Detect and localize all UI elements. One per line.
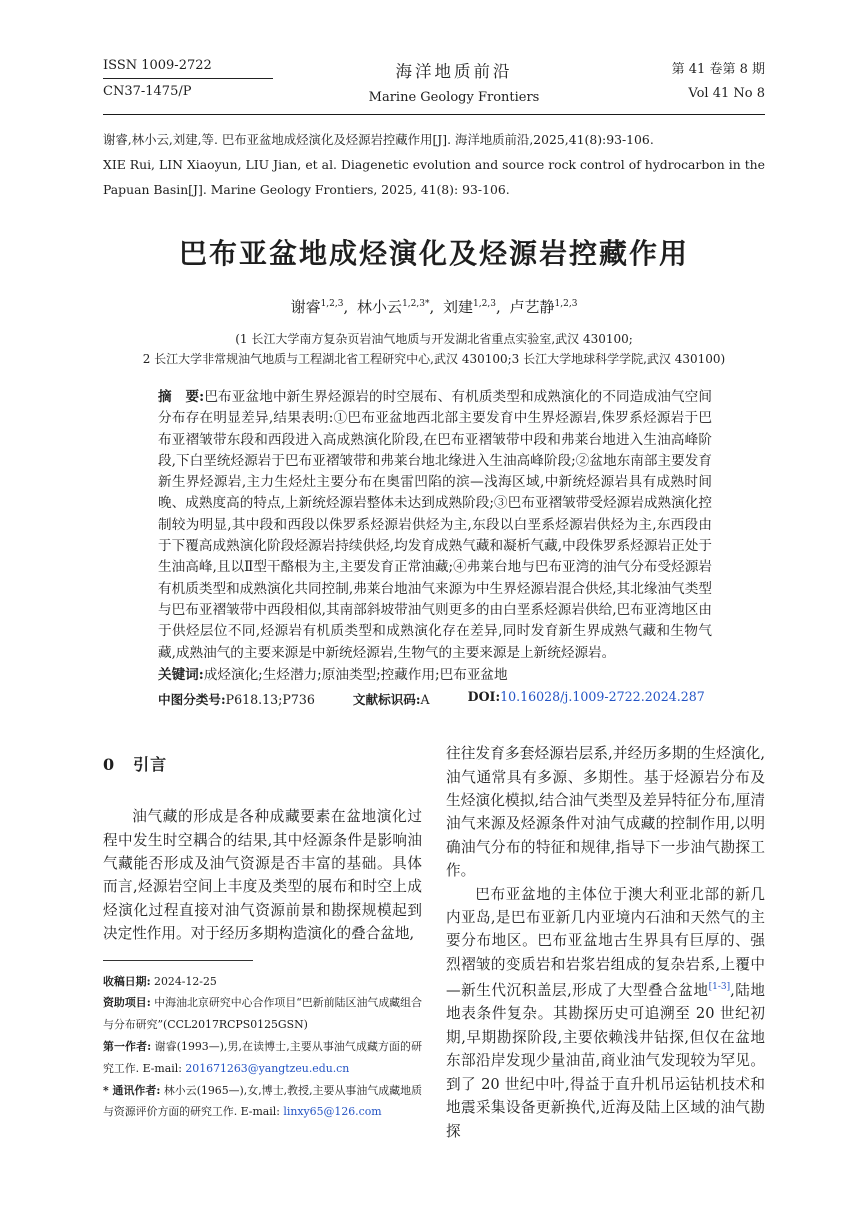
footnote-rule [103, 960, 253, 961]
issn-number: ISSN 1009-2722 [103, 58, 273, 79]
body-columns [103, 742, 765, 1143]
abstract-text: 巴布亚盆地中新生界烃源岩的时空展布、有机质类型和成熟演化的不同造成油气空间分布存在明显差异,结果表明:①巴布亚盆地西北部主要发育中生界烃源岩,侏罗系烃源岩于巴布亚褶皱带东段和西段进入高成熟演化阶段,在巴布亚褶皱带中段和弗莱台地进入生油高峰阶段,下白垩统烃源岩于巴布亚褶皱带和弗莱台地北缘进入生油高峰阶段;②盆地东南部主要发育新生界烃源岩,主力生烃灶主要分布在奥雷凹陷的滨—浅海区域,中新统烃源岩具有成熟时间晚、成熟度高的特点,上新统烃源岩整体未达到成熟阶段;③巴布亚褶皱带受烃源岩成熟演化控制较为明显,其中段和西段以侏罗系烃源岩供烃为主,东段以白垩系烃源岩供烃为主,东西段由于下覆高成熟演化阶段烃源岩持续供烃,均发育成熟气藏和凝析气藏,中段侏罗系烃源岩正处于生油高峰,且以Ⅱ型干酪根为主,主要发育正常油藏;④弗莱台地与巴布亚湾的油气分布受烃源岩有机质类型和成熟演化共同控制,弗莱台地油气来源为中生界烃源岩混合供烃,其北缘油气类型与巴布亚褶皱带中西段相似,其南部斜坡带油气则更多的由白垩系烃源岩供给,巴布亚湾地区由于供烃层位不同,烃源岩有机质类型和成熟演化存在差异,同时发育新生界成熟气藏和生物气藏,成熟油气的主要来源是中新统烃源岩,生物气的主要来源是上新统烃源岩。 [158, 389, 712, 661]
left-column [103, 742, 422, 1143]
right-column [446, 742, 765, 1143]
journal-name-cn: 海洋地质前沿 [395, 62, 513, 81]
clc-number: 中图分类号:P618.13;P736 [158, 692, 315, 708]
keywords [158, 665, 712, 686]
author-affil-sup: 1,2,3 [473, 299, 496, 309]
affiliations [103, 329, 765, 369]
affiliation-line: (1 长江大学南方复杂页岩油气地质与开发湖北省重点实验室,武汉 430100; [235, 332, 633, 346]
abstract [158, 387, 712, 664]
author: 林小云$^{1,2,3*}$, [357, 298, 435, 316]
footnotes [103, 971, 422, 1124]
author-affil-sup: 1,2,3* [402, 299, 430, 309]
citation-cn: 谢睿,林小云,刘建,等. 巴布亚盆地成烃演化及烃源岩控藏作用[J]. 海洋地质前沿,2025,41(8):93-106. [103, 132, 654, 147]
abstract-block [103, 387, 765, 708]
reference-citation[interactable]: [1-3] [708, 982, 731, 993]
author-affil-sup: 1,2,3 [320, 299, 344, 309]
affiliation-line: 2 长江大学非常规油气地质与工程湖北省工程研究中心,武汉 430100;3 长江大学地球科学学院,武汉 430100) [142, 352, 726, 366]
journal-masthead [103, 58, 765, 105]
citation-en: XIE Rui, LIN Xiaoyun, LIU Jian, et al. Diagenetic evolution and source rock control of hydrocarbon in the Papuan Basin[J]. Marine Geology Frontiers, 2025, 41(8): 93-106. [103, 157, 765, 197]
masthead-left [103, 58, 273, 99]
meta-line [158, 689, 712, 708]
keywords-label: 关键词: [158, 666, 204, 683]
journal-name-en: Marine Geology Frontiers [368, 90, 540, 105]
masthead-right [635, 58, 765, 101]
article-title: 巴布亚盆地成烃演化及烃源岩控藏作用 [178, 237, 689, 270]
corresponding-email-link[interactable]: linxy65@126.com [283, 1105, 382, 1119]
masthead-center [369, 58, 540, 105]
footnote-funding: 资助项目: 中海油北京研究中心合作项目“巴新前陆区油气成藏组合与分布研究”(CCL2017RCPS0125GSN) [103, 996, 422, 1032]
citation-block [103, 127, 765, 202]
issue-info-en: Vol 41 No 8 [688, 86, 765, 101]
header-rule [103, 114, 765, 115]
keywords-text: 成烃演化;生烃潜力;原油类型;控藏作用;巴布亚盆地 [203, 666, 508, 683]
author: 刘建$^{1,2,3}$, [443, 298, 501, 316]
first-author-email-link[interactable]: 201671263@yangtzeu.edu.cn [185, 1061, 350, 1075]
footnote-first-author: 第一作者: 谢睿(1993—),男,在读博士,主要从事油气成藏方面的研究工作. E-mail: 201671263@yangtzeu.edu.cn [103, 1039, 422, 1075]
document-code: 文献标识码:A [352, 692, 430, 708]
body-paragraph: 巴布亚盆地的主体位于澳大利亚北部的新几内亚岛,是巴布亚新几内亚境内石油和天然气的主要分布地区。巴布亚盆地古生界具有巨厚的、强烈褶皱的变质岩和岩浆岩组成的复杂岩系,上覆中—新生代沉积盖层,形成了大型叠合盆地[1-3],陆地地表条件复杂。其勘探历史可追溯至 20 世纪初期,早期勘探阶段,主要依赖浅井钻探,但仅在盆地东部沿岸发现少量油苗,商业油气发现较为罕见。到了 20 世纪中叶,得益于直升机吊运钻机技术和地震采集设备更新换代,近海及陆上区域的油气勘探 [446, 885, 766, 1140]
author: 谢睿$^{1,2,3}$, [290, 298, 349, 316]
footnote-corresponding: * 通讯作者: 林小云(1965—),女,博士,教授,主要从事油气成藏地质与资源评价方面的研究工作. E-mail: linxy65@126.com [103, 1083, 422, 1119]
footnote-received: 收稿日期: 2024-12-25 [103, 974, 217, 988]
intro-paragraph: 油气藏的形成是各种成藏要素在盆地演化过程中发生时空耦合的结果,其中烃源条件是影响油气藏能否形成及油气资源是否丰富的基础。具体而言,烃源岩空间上丰度及类型的展布和时空上成烃演化过程直接对油气资源前景和勘探规模起到决定性作用。对于经历多期构造演化的叠合盆地, [103, 808, 422, 943]
body-paragraph: 往往发育多套烃源岩层系,并经历多期的生烃演化,油气通常具有多源、多期性。基于烃源岩分布及生烃演化模拟,结合油气类型及差异特征分布,厘清油气来源及烃源条件对油气成藏的控制作用,以明确油气分布的特征和规律,指导下一步油气勘探工作。 [446, 745, 765, 880]
author-affil-sup: 1,2,3 [554, 299, 578, 309]
issue-info-cn: 第 41 卷第 8 期 [671, 62, 765, 77]
cn-number: CN37-1475/P [103, 84, 192, 99]
author: 卢艺静$^{1,2,3}$ [509, 298, 578, 316]
author-line [103, 296, 765, 317]
doi: DOI:10.16028/j.1009-2722.2024.287 [467, 689, 705, 705]
doi-link[interactable]: 10.16028/j.1009-2722.2024.287 [500, 689, 705, 705]
section-heading-intro: 0 引言 [103, 755, 168, 775]
journal-page [103, 58, 765, 1143]
abstract-label: 摘 要: [158, 389, 205, 405]
